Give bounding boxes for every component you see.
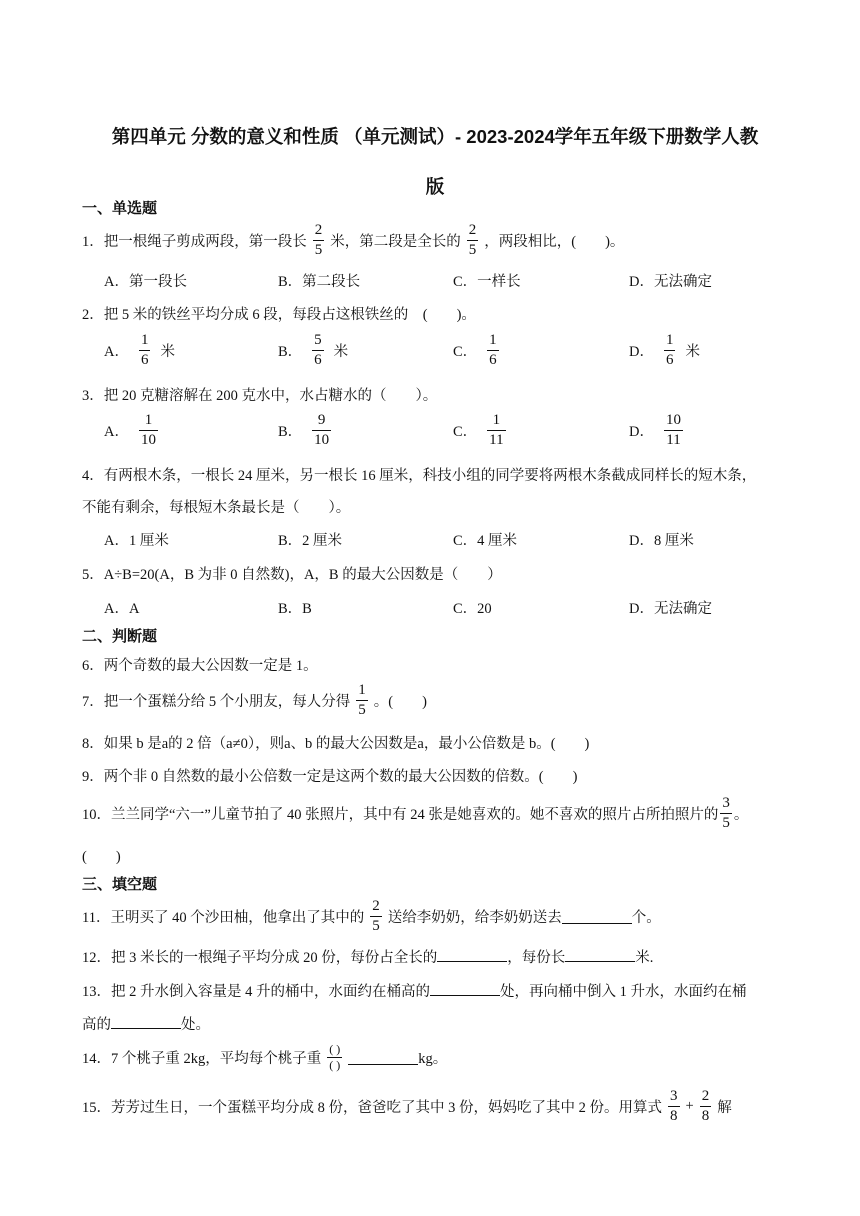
q2-d-num: 1: [665, 332, 674, 348]
q14-den: ( ): [329, 1058, 341, 1073]
q7-text-a: 7．把一个蛋糕分给 5 个小朋友，每人分得: [82, 693, 351, 710]
q13-text-line2a: 高的: [82, 1017, 111, 1033]
q1-f2-numerator: 2: [468, 222, 477, 238]
q10-text-a: 10．兰兰同学“六一”儿童节拍了 40 张照片，其中有 24 张是她喜欢的。她不喜欢的照片占所拍照片的: [82, 806, 719, 823]
q2-c-num: 1: [489, 332, 497, 348]
q2-option-c[interactable]: [453, 332, 505, 368]
q13-answer-blank-1[interactable]: [430, 981, 500, 996]
q2-b-den: 6: [314, 351, 322, 368]
q10-fraction: [720, 795, 732, 831]
q14-text-b: kg。: [418, 1051, 448, 1068]
q3-option-a-label: A．: [104, 423, 129, 440]
q5-option-d[interactable]: D．无法确定: [629, 601, 712, 617]
q7-den: 5: [358, 701, 366, 718]
question-2: 2．把 5 米的铁丝平均分成 6 段，每段占这根铁丝的 ( )。: [82, 307, 476, 323]
q3-option-d-fraction: [664, 412, 683, 448]
q1-option-b[interactable]: B．第二段长: [278, 274, 361, 290]
q13-answer-blank-2[interactable]: [111, 1014, 181, 1029]
question-14: [82, 1043, 820, 1072]
question-4-line-1: 4．有两根木条，一根长 24 厘米，另一根长 16 厘米，科技小组的同学要将两根木条截成同样长的短木条，: [82, 468, 757, 484]
q2-option-c-label: C．: [453, 343, 478, 360]
question-5: 5．A÷B=20(A，B 为非 0 自然数)，A，B 的最大公因数是（ ）: [82, 567, 502, 583]
q15-f2-den: 8: [701, 1107, 710, 1124]
question-13: [82, 980, 820, 1001]
section-heading-single-choice: 一、单选题: [82, 200, 158, 217]
q3-option-d[interactable]: [629, 412, 689, 448]
q11-num: 2: [372, 898, 380, 914]
q7-fraction: [356, 682, 368, 718]
q13-text-line2b: 处。: [181, 1017, 210, 1033]
q15-fraction-2: [700, 1088, 712, 1124]
title-line-1: 第四单元 分数的意义和性质 （单元测试）- 2023-2024学年五年级下册数学人教: [111, 126, 759, 147]
question-12: [82, 946, 820, 967]
q12-text-c: 米.: [635, 950, 654, 966]
q4-option-d[interactable]: D．8 厘米: [629, 533, 694, 549]
q3-a-num: 1: [144, 412, 153, 428]
q12-answer-blank-2[interactable]: [565, 947, 635, 962]
q11-text-c: 个。: [631, 909, 661, 926]
q13-text-a: 13．把 2 升水倒入容量是 4 升的桶中，水面约在桶高的: [82, 984, 430, 1000]
q2-option-b[interactable]: [278, 332, 348, 368]
q15-plus-sign: +: [685, 1097, 694, 1114]
q14-num: ( ): [329, 1042, 341, 1056]
q2-d-den: 6: [665, 351, 674, 368]
q3-option-c-fraction: [487, 412, 505, 448]
q3-c-num: 1: [492, 412, 501, 428]
q1-f2-denominator: 5: [468, 241, 477, 258]
q2-option-d-label: D．: [629, 343, 654, 360]
q2-option-b-fraction: [312, 332, 324, 368]
question-10-line-2: ( ): [82, 849, 121, 865]
q3-option-b[interactable]: [278, 412, 337, 448]
q14-text-a: 14．7 个桃子重 2kg，平均每个桃子重: [82, 1051, 322, 1068]
q3-option-b-label: B．: [278, 423, 303, 440]
q3-d-den: 11: [666, 431, 681, 448]
q11-text-b: 送给李奶奶，给李奶奶送去: [387, 909, 562, 926]
section-heading-fill-blank: 三、填空题: [82, 876, 158, 893]
q3-option-c-label: C．: [453, 423, 478, 440]
q1-fraction-2: [467, 222, 479, 258]
q3-a-den: 10: [140, 431, 156, 448]
q10-text-b: 。: [733, 806, 749, 823]
q2-b-num: 5: [314, 332, 322, 348]
question-15: [82, 1088, 820, 1124]
question-9: 9．两个非 0 自然数的最小公倍数一定是这两个数的最大公因数的倍数。( ): [82, 769, 578, 785]
q11-den: 5: [372, 917, 380, 934]
q3-d-num: 10: [665, 412, 681, 428]
question-11: [82, 898, 820, 934]
q3-option-a-fraction: [139, 412, 158, 448]
q5-option-a[interactable]: A．A: [104, 601, 140, 617]
q2-c-den: 6: [489, 351, 497, 368]
q3-option-a[interactable]: [104, 412, 164, 448]
q11-fraction: [370, 898, 382, 934]
q7-num: 1: [358, 682, 366, 698]
q2-option-a-unit: 米: [160, 343, 175, 360]
q15-f1-den: 8: [670, 1107, 678, 1124]
question-7: [82, 682, 820, 718]
q14-answer-blank[interactable]: [348, 1050, 418, 1065]
q3-option-b-fraction: [312, 412, 331, 448]
q5-option-c[interactable]: C．20: [453, 601, 492, 617]
q3-b-num: 9: [317, 412, 326, 428]
q15-f1-num: 3: [670, 1088, 678, 1104]
q2-a-num: 1: [140, 332, 149, 348]
q12-answer-blank-1[interactable]: [437, 947, 507, 962]
q2-option-a[interactable]: [104, 332, 175, 368]
q2-option-d[interactable]: [629, 332, 700, 368]
q3-c-den: 11: [489, 431, 504, 448]
q15-text-a: 15．芳芳过生日，一个蛋糕平均分成 8 份，爸爸吃了其中 3 份，妈妈吃了其中 2 份。用算式: [82, 1099, 662, 1116]
q10-num: 3: [722, 795, 730, 811]
q2-option-b-unit: 米: [333, 343, 349, 360]
q2-a-den: 6: [140, 351, 149, 368]
q2-option-b-label: B．: [278, 343, 303, 360]
q4-option-a[interactable]: A．1 厘米: [104, 533, 169, 549]
question-1: [82, 222, 820, 258]
q7-text-b: 。( ): [373, 693, 427, 710]
q2-option-c-fraction: [487, 332, 499, 368]
question-4-line-2: 不能有剩余，每根短木条最长是（ ）。: [82, 500, 351, 516]
q3-option-c[interactable]: [453, 412, 512, 448]
q13-text-b: 处，再向桶中倒入 1 升水，水面约在桶: [500, 984, 747, 1000]
q1-fraction-1: [313, 222, 325, 258]
q12-text-a: 12．把 3 米长的一根绳子平均分成 20 份，每份占全长的: [82, 950, 438, 966]
q5-option-b[interactable]: B．B: [278, 601, 312, 617]
q1-f1-denominator: 5: [314, 241, 323, 258]
q2-option-a-label: A．: [104, 343, 129, 360]
question-10: [82, 795, 820, 831]
q1-option-c[interactable]: C．一样长: [453, 274, 521, 290]
q1-text-c: ，两段相比，( )。: [484, 233, 625, 250]
question-13-line-2: [82, 1013, 820, 1034]
q11-answer-blank[interactable]: [562, 909, 632, 924]
question-8: 8．如果 b 是a的 2 倍（a≠0），则a、b 的最大公因数是a，最小公倍数是 b。( ): [82, 736, 590, 752]
q1-text-a: 1．把一根绳子剪成两段，第一段长: [82, 233, 307, 250]
q2-option-d-fraction: [664, 332, 676, 368]
q2-option-a-fraction: [139, 332, 151, 368]
q1-option-d[interactable]: D．无法确定: [629, 274, 712, 290]
q11-text-a: 11．王明买了 40 个沙田柚，他拿出了其中的: [82, 909, 365, 926]
question-6: 6．两个奇数的最大公因数一定是 1。: [82, 658, 318, 674]
q3-b-den: 10: [314, 431, 330, 448]
q2-option-d-unit: 米: [685, 343, 700, 360]
title-line-2: 版: [425, 176, 445, 197]
q4-option-c[interactable]: C．4 厘米: [453, 533, 518, 549]
q15-text-b: 解: [717, 1099, 732, 1116]
q15-fraction-1: [668, 1088, 680, 1124]
q1-text-b: 米，第二段是全长的: [330, 233, 461, 250]
page-title: [60, 112, 810, 212]
q15-f2-num: 2: [701, 1088, 710, 1104]
q12-text-b: ，每份长: [507, 950, 566, 966]
q1-option-a[interactable]: A．第一段长: [104, 274, 187, 290]
q10-den: 5: [722, 814, 730, 831]
q3-option-d-label: D．: [629, 423, 654, 440]
q1-f1-numerator: 2: [314, 222, 323, 238]
question-3: 3．把 20 克糖溶解在 200 克水中，水占糖水的（ ）。: [82, 388, 438, 404]
q4-option-b[interactable]: B．2 厘米: [278, 533, 343, 549]
section-heading-true-false: 二、判断题: [82, 628, 158, 645]
q14-fraction[interactable]: [327, 1043, 342, 1072]
